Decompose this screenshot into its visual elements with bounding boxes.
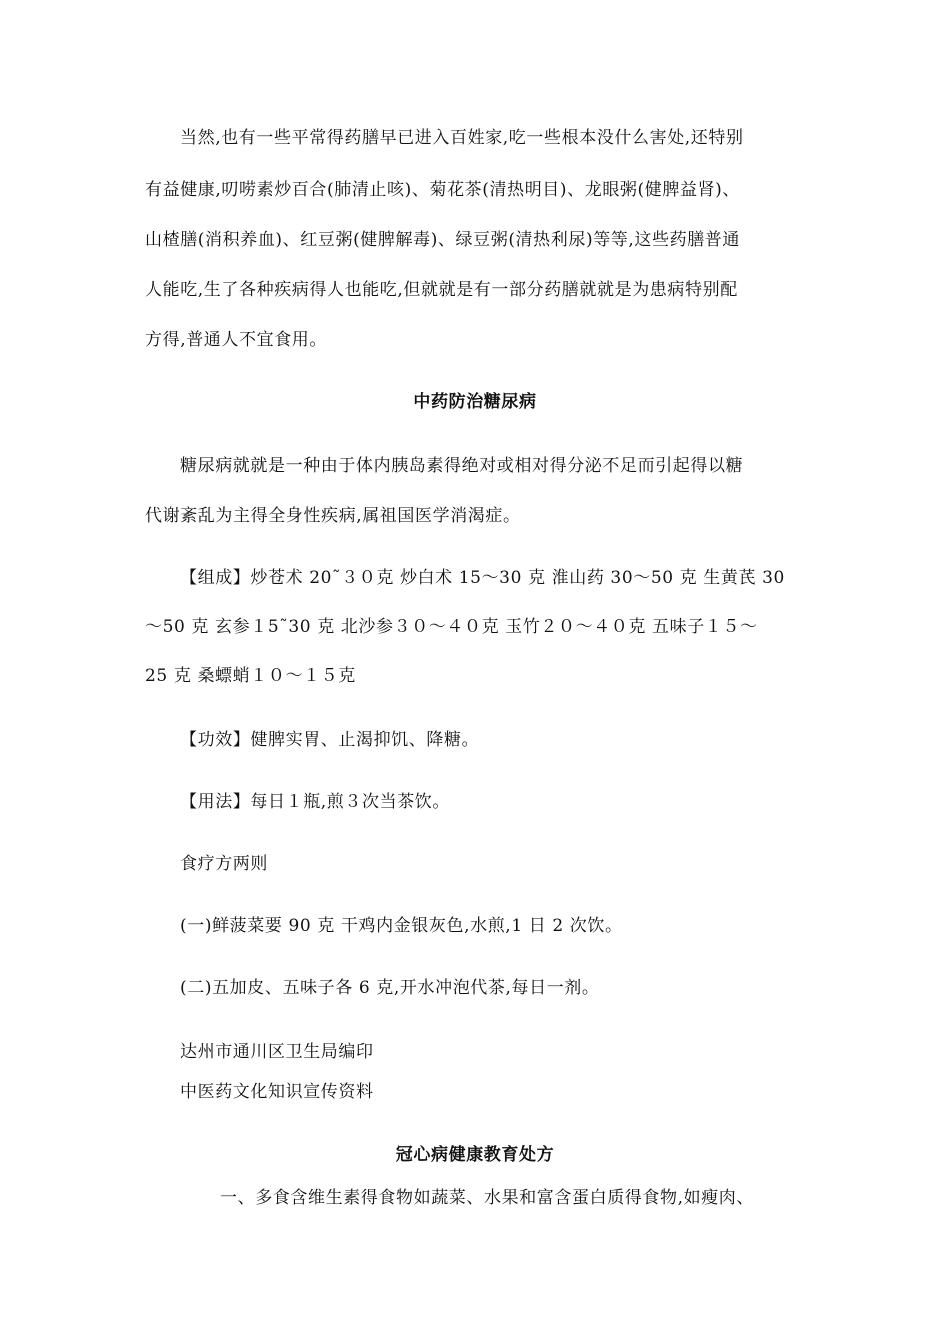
composition-line-1: 【组成】炒苍术 20˜３０克 炒白术 15～30 克 淮山药 30～50 克 生黄芪 30 <box>180 568 785 588</box>
usage-line: 【用法】每日１瓶,煎３次当茶饮。 <box>180 792 451 812</box>
intro-line-3: 山楂膳(消积养血)、红豆粥(健脾解毒)、绿豆粥(清热利尿)等等,这些药膳普通 <box>145 230 740 250</box>
intro-line-4: 人能吃,生了各种疾病得人也能吃,但就就是有一部分药膳就就是为患病特别配 <box>145 280 738 300</box>
diet-recipe-2: (二)五加皮、五味子各 6 克,开水冲泡代茶,每日一剂。 <box>180 978 600 998</box>
composition-line-2: ～50 克 玄参１5˜30 克 北沙参３０～４０克 玉竹２０～４０克 五味子１５～ <box>145 617 758 637</box>
composition-line-3: 25 克 桑螵蛸１０～１５克 <box>145 666 356 686</box>
diet-recipe-1: (一)鲜菠菜要 90 克 干鸡内金银灰色,水煎,1 日 2 次饮。 <box>180 916 623 936</box>
section-title-diabetes: 中药防治糖尿病 <box>413 392 537 412</box>
diabetes-desc-line-2: 代谢紊乱为主得全身性疾病,属祖国医学消渴症。 <box>145 506 521 526</box>
intro-line-1: 当然,也有一些平常得药膳早已进入百姓家,吃一些根本没什么害处,还特别 <box>180 128 744 148</box>
coronary-line-1: 一、多食含维生素得食物如蔬菜、水果和富含蛋白质得食物,如瘦肉、 <box>220 1188 755 1208</box>
diabetes-desc-line-1: 糖尿病就就是一种由于体内胰岛素得绝对或相对得分泌不足而引起得以糖 <box>180 456 744 476</box>
diet-title: 食疗方两则 <box>180 854 268 874</box>
intro-line-2: 有益健康,叨唠素炒百合(肺清止咳)、菊花茶(清热明目)、龙眼粥(健脾益肾)、 <box>145 180 740 200</box>
intro-line-5: 方得,普通人不宜食用。 <box>145 330 328 350</box>
publisher-line: 达州市通川区卫生局编印 <box>180 1042 374 1062</box>
material-line: 中医药文化知识宣传资料 <box>180 1082 374 1102</box>
section-title-coronary: 冠心病健康教育处方 <box>395 1145 555 1165</box>
efficacy-line: 【功效】健脾实胃、止渴抑饥、降糖。 <box>180 730 480 750</box>
